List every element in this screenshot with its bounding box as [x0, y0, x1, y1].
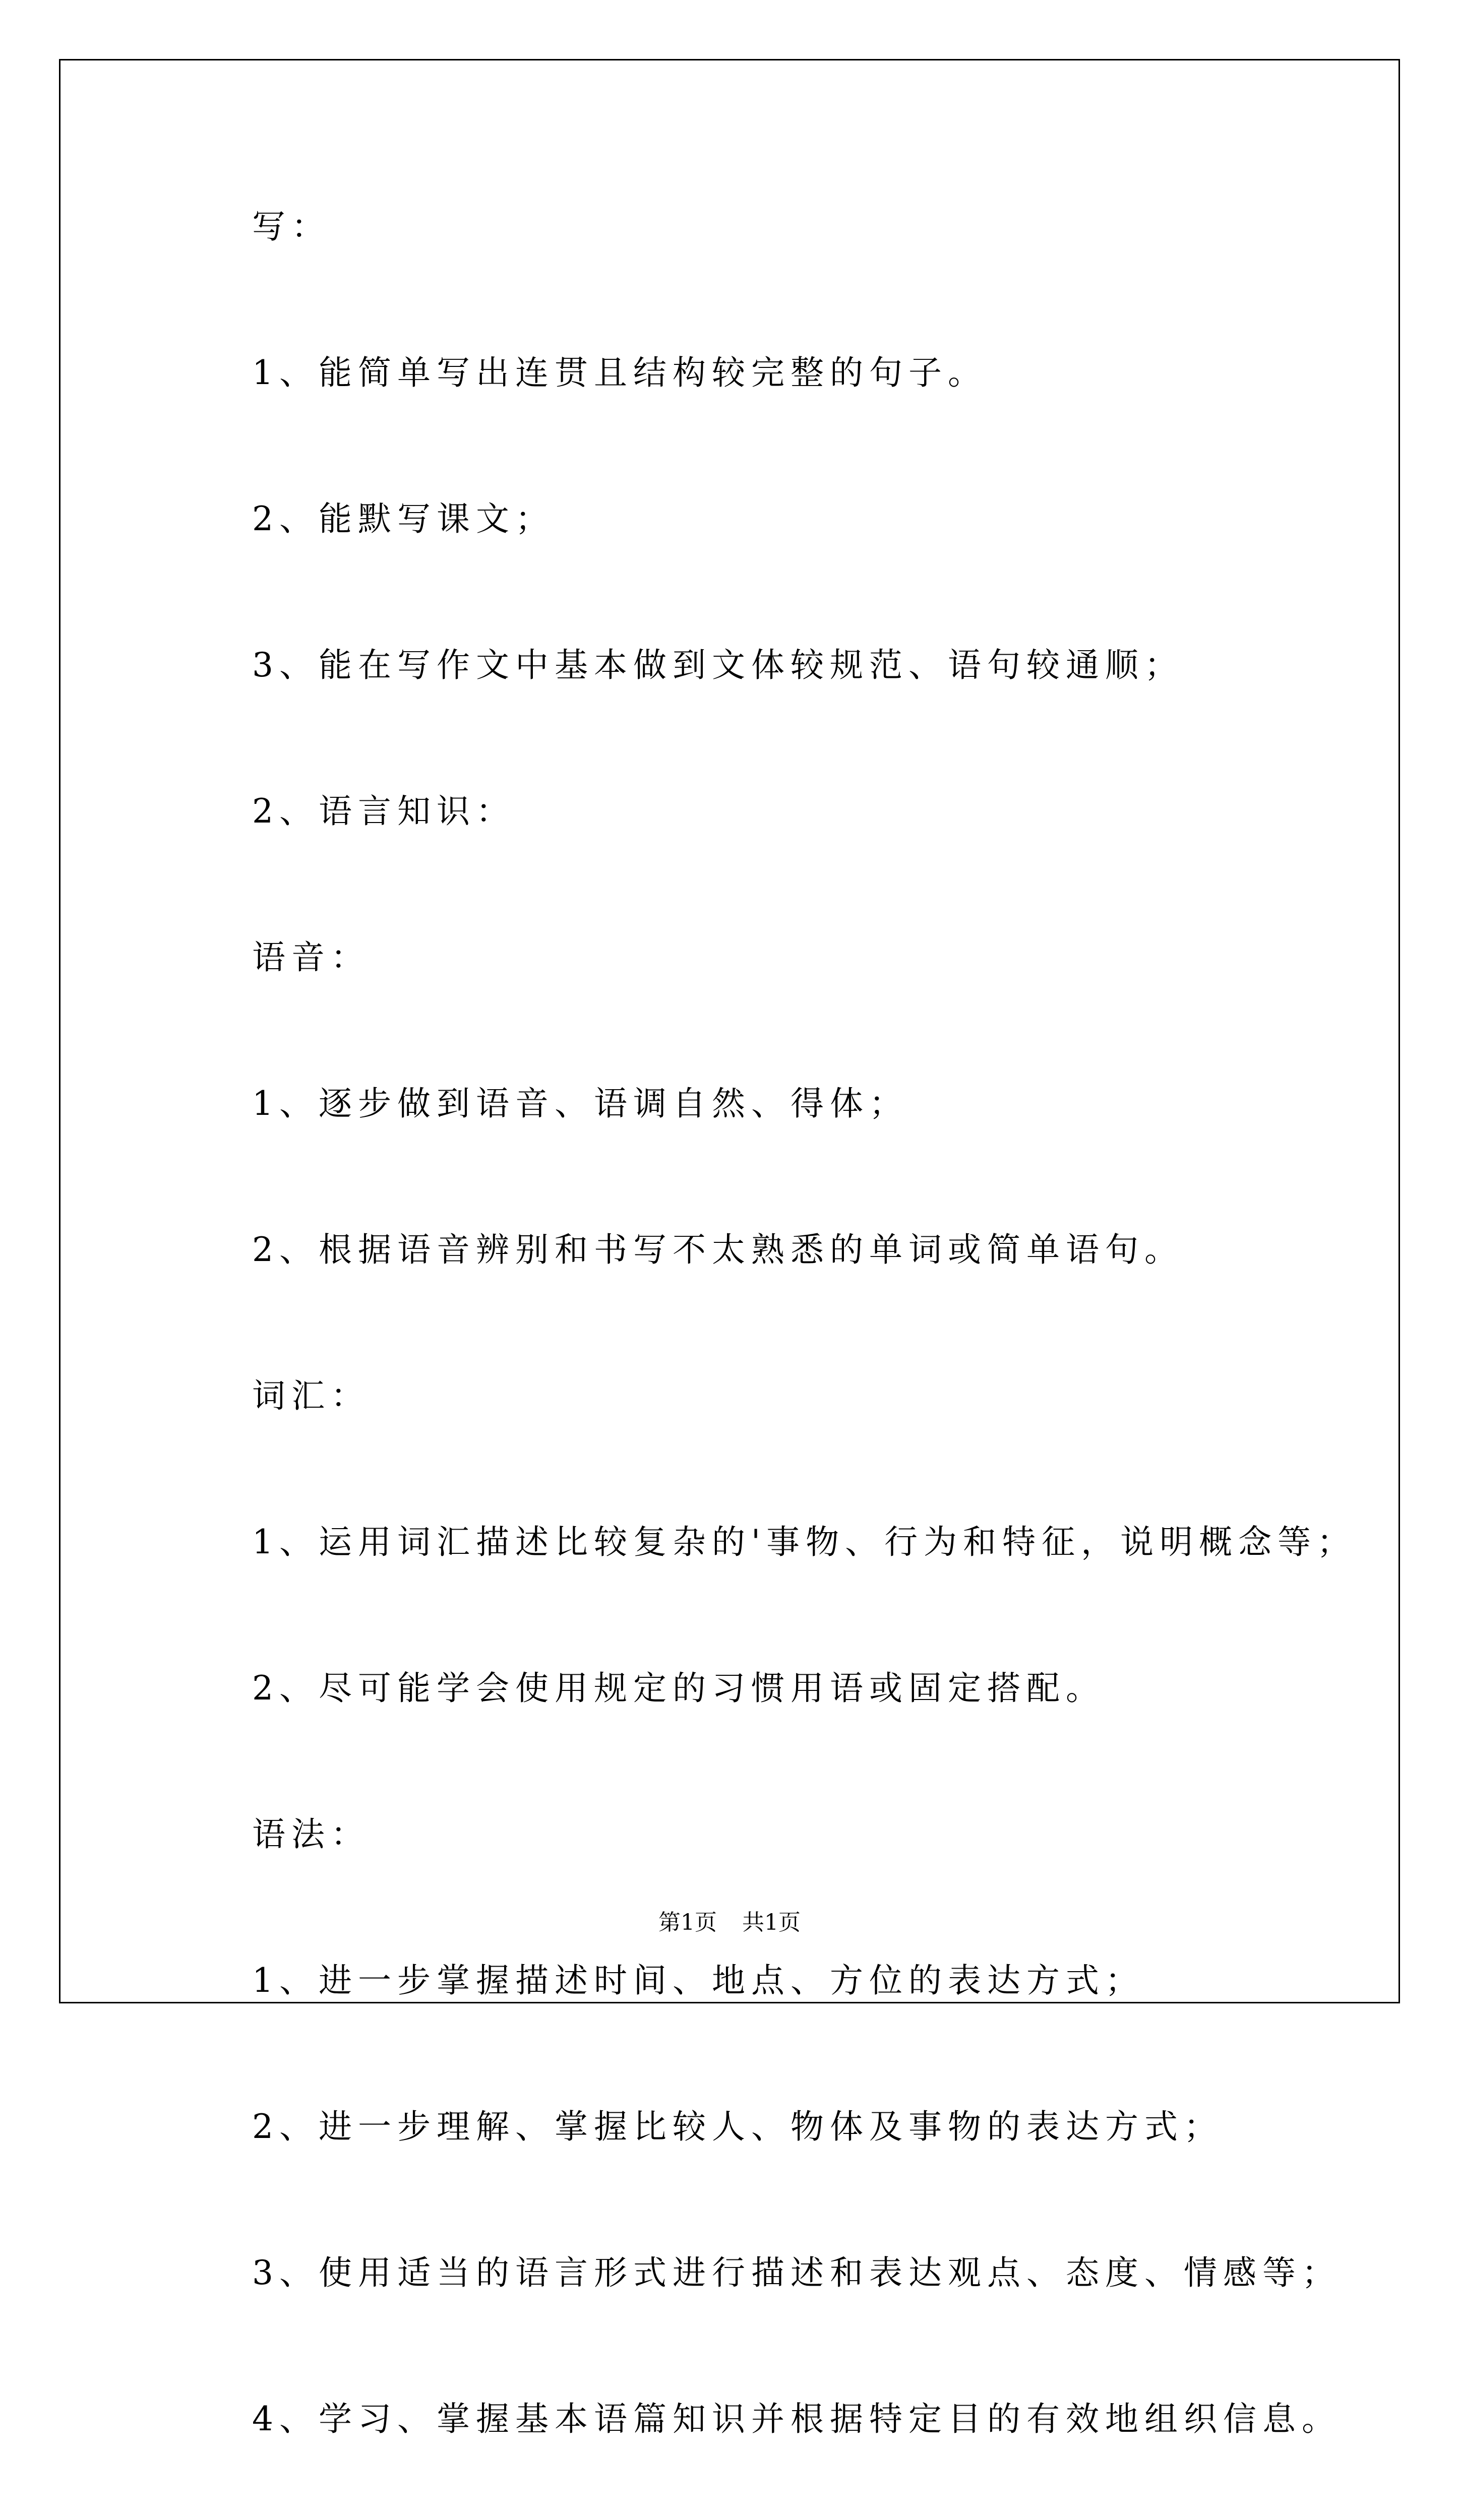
section-heading-pronunciation: 语音： [252, 938, 370, 977]
list-item: 4、学习、掌握基本语篇知识并根据特定目的有效地组织信息。 [252, 2400, 1341, 2438]
list-item: 3、能在写作文中基本做到文体较规范、语句较通顺； [252, 646, 1184, 684]
list-item: 2、能默写课文； [252, 499, 555, 538]
list-item: 2、进一步理解、掌握比较人、物体及事物的表达方式； [252, 2107, 1223, 2146]
list-item: 1、逐步做到语音、语调自然、得体； [252, 1084, 908, 1123]
section-heading-language-knowledge: 2、语言知识： [252, 792, 515, 831]
list-item: 1、能简单写出连贯且结构较完整的句子。 [252, 353, 987, 392]
list-item: 1、运用词汇描述比较复杂的'事物、行为和特征，说明概念等； [252, 1523, 1357, 1561]
list-item: 2、尽可能学会使用规定的习惯用语或固定搭配。 [252, 1669, 1105, 1708]
section-heading-grammar: 语法： [252, 1815, 370, 1854]
section-heading-vocabulary: 词汇： [252, 1376, 370, 1415]
section-heading-write: 写： [252, 207, 331, 246]
document-body [252, 199, 1386, 2520]
page-number-total: 共1页 [742, 1910, 801, 1935]
page-footer [0, 1908, 1459, 1938]
list-item: 3、使用适当的语言形式进行描述和表达观点、态度、情感等； [252, 2253, 1341, 2292]
list-item: 1、进一步掌握描述时间、地点、方位的表达方式； [252, 1961, 1144, 2000]
page-number-current: 第1页 [658, 1910, 717, 1935]
list-item: 2、根据语音辨别和书写不太熟悉的单词或简单语句。 [252, 1230, 1184, 1269]
